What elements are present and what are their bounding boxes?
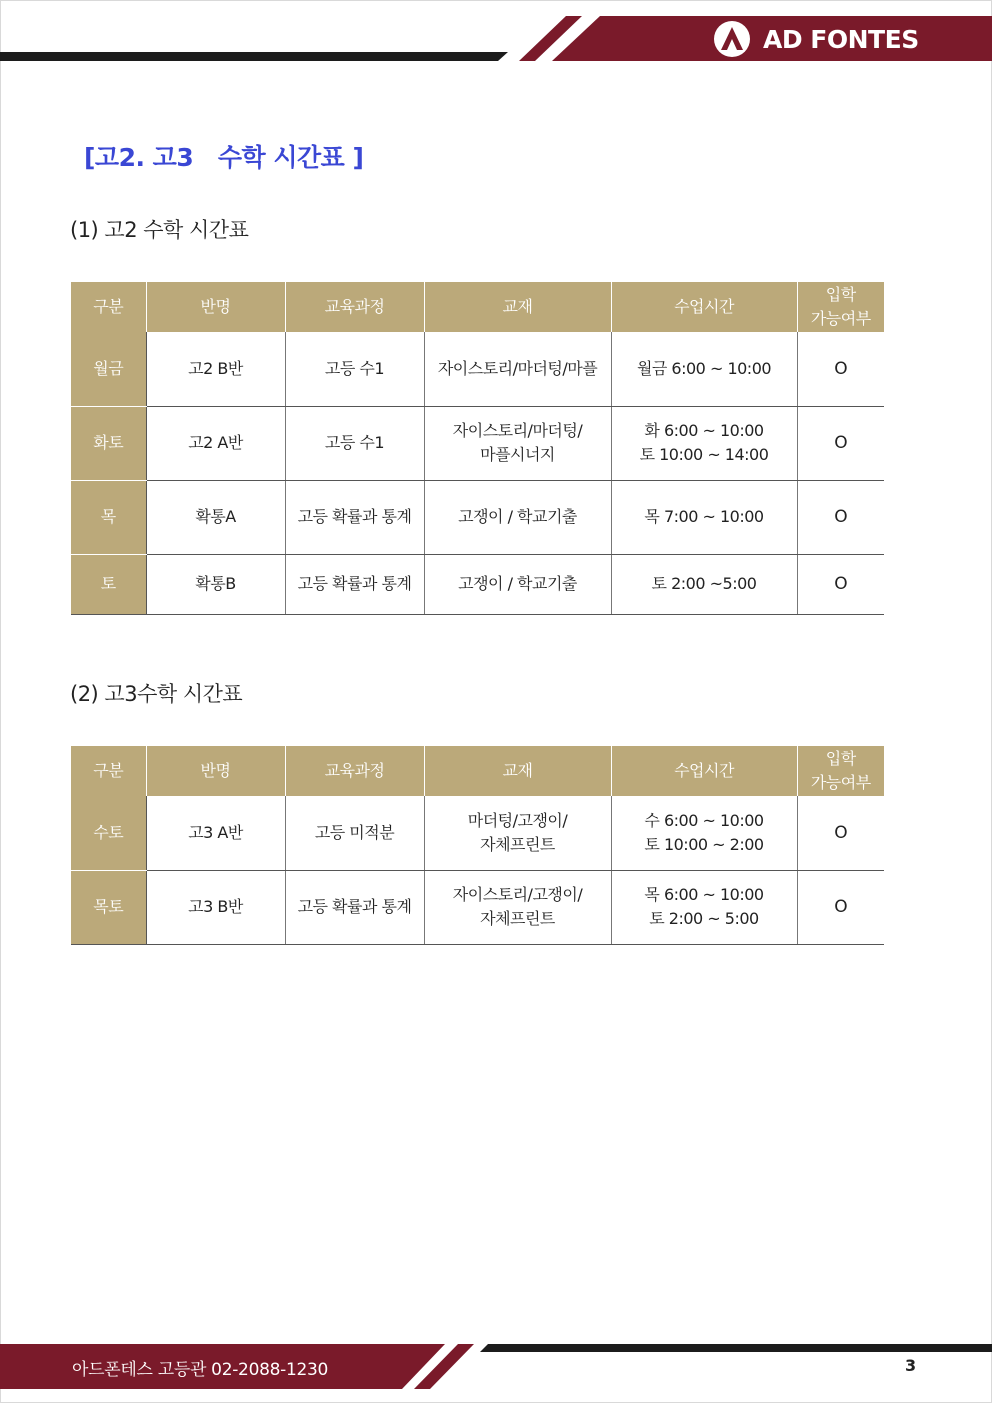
column-header: 반명 [146,282,285,332]
timetable-grade2 [71,282,884,615]
class-cell: 고2 A반 [146,406,285,480]
course-cell: 고등 미적분 [285,796,424,870]
availability-cell: O [797,480,884,554]
class-cell: 고2 B반 [146,332,285,406]
course-cell: 고등 확률과 통계 [285,870,424,944]
class-cell: 확통A [146,480,285,554]
course-cell: 고등 수1 [285,406,424,480]
time-cell: 목 7:00 ~ 10:00 [611,480,797,554]
book-cell: 자이스토리/고쟁이/ 자체프린트 [424,870,611,944]
availability-cell: O [797,554,884,614]
brand-logo-icon [713,20,751,58]
column-header: 교육과정 [285,746,424,796]
table-row [71,480,884,554]
footer-contact: 아드폰테스 고등관 02-2088-1230 [72,1360,329,1380]
book-cell: 마더텅/고쟁이/ 자체프린트 [424,796,611,870]
availability-cell: O [797,332,884,406]
section-heading-grade3: (2) 고3수학 시간표 [70,682,243,706]
availability-cell: O [797,870,884,944]
book-cell: 고쟁이 / 학교기출 [424,480,611,554]
table-row [71,332,884,406]
section-heading-grade2: (1) 고2 수학 시간표 [70,218,249,242]
table-row [71,406,884,480]
column-header: 수업시간 [611,746,797,796]
table-row [71,870,884,944]
brand-logo [713,19,919,59]
book-cell: 고쟁이 / 학교기출 [424,554,611,614]
column-header: 입학 가능여부 [797,746,884,796]
course-cell: 고등 확률과 통계 [285,480,424,554]
page-number: 3 [905,1356,917,1375]
day-cell: 월금 [71,332,146,406]
availability-cell: O [797,796,884,870]
column-header: 구분 [71,746,146,796]
book-cell: 자이스토리/마더텅/ 마플시너지 [424,406,611,480]
table-header-row [71,746,884,796]
book-cell: 자이스토리/마더텅/마플 [424,332,611,406]
time-cell: 토 2:00 ~5:00 [611,554,797,614]
day-cell: 토 [71,554,146,614]
column-header: 반명 [146,746,285,796]
column-header: 구분 [71,282,146,332]
column-header: 입학 가능여부 [797,282,884,332]
class-cell: 고3 A반 [146,796,285,870]
page-title: [고2. 고3 수학 시간표 ] [84,143,364,172]
time-cell: 수 6:00 ~ 10:00 토 10:00 ~ 2:00 [611,796,797,870]
table-header-row [71,282,884,332]
brand-name: AD FONTES [763,24,919,54]
availability-cell: O [797,406,884,480]
table-row [71,554,884,614]
time-cell: 화 6:00 ~ 10:00 토 10:00 ~ 14:00 [611,406,797,480]
course-cell: 고등 수1 [285,332,424,406]
timetable-grade3 [71,746,884,945]
table-row [71,796,884,870]
column-header: 교육과정 [285,282,424,332]
class-cell: 확통B [146,554,285,614]
column-header: 수업시간 [611,282,797,332]
class-cell: 고3 B반 [146,870,285,944]
day-cell: 목토 [71,870,146,944]
course-cell: 고등 확률과 통계 [285,554,424,614]
time-cell: 월금 6:00 ~ 10:00 [611,332,797,406]
column-header: 교재 [424,746,611,796]
day-cell: 수토 [71,796,146,870]
day-cell: 화토 [71,406,146,480]
column-header: 교재 [424,282,611,332]
time-cell: 목 6:00 ~ 10:00 토 2:00 ~ 5:00 [611,870,797,944]
day-cell: 목 [71,480,146,554]
